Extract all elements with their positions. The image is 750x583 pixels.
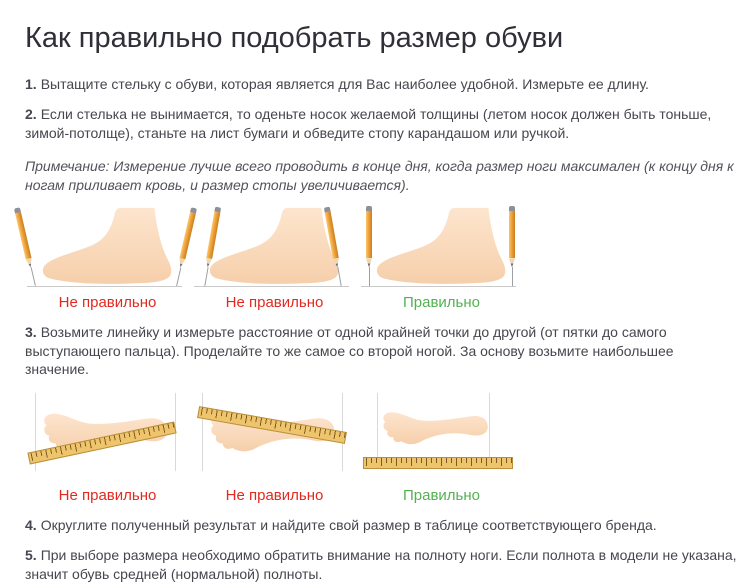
step-text: Если стелька не вынимается, то оденьте носок желаемой толщины (летом носок должен быть тоньше, зимой-потолще), станьте на лист бумаги и обведите стопу карандашом или ручкой. xyxy=(25,106,712,141)
pencil-icon xyxy=(366,206,372,286)
figure-caption: Не правильно xyxy=(58,486,157,504)
foot-side-illustration xyxy=(371,206,511,286)
figure-ruler-wrong-1 xyxy=(25,391,190,504)
figure-ruler-wrong-2 xyxy=(192,391,357,504)
footprint-illustration xyxy=(379,401,491,451)
foot-side-illustration xyxy=(204,206,344,286)
baseline xyxy=(194,286,349,287)
step-text: Округлите полученный результат и найдите свой размер в таблице соответствующего бренда. xyxy=(40,516,657,533)
step-number: 1. xyxy=(25,76,37,92)
baseline xyxy=(27,286,182,287)
figure-ruler-right xyxy=(359,391,524,504)
page-title: Как правильно подобрать размер обуви xyxy=(25,22,564,54)
figure-caption: Правильно xyxy=(402,294,480,312)
foot-side-illustration xyxy=(37,206,177,286)
figure-pencil-right xyxy=(359,204,524,311)
step-number: 3. xyxy=(25,324,37,341)
figure-caption: Правильно xyxy=(402,486,480,504)
figure-row-ruler xyxy=(25,391,738,504)
step-paragraph-4 xyxy=(25,516,738,534)
pencil-icon xyxy=(509,206,515,286)
step-paragraph-3 xyxy=(25,323,738,378)
step-text: Вытащите стельку с обуви, которая является для Вас наиболее удобной. Измерьте ее длину. xyxy=(40,76,649,92)
step-number: 4. xyxy=(25,516,37,533)
step-paragraph-2 xyxy=(25,105,738,142)
step-paragraph-5 xyxy=(25,546,738,583)
step-text: Возьмите линейку и измерьте расстояние от одной крайней точки до другой (от пятки до самого выступающего пальца). Проделайте то же самое со второй ногой. За основу возьмите наибольшее значение. xyxy=(25,324,674,378)
step-text: При выборе размера необходимо обратить внимание на полноту ноги. Если полнота в модели не указана, значит обувь средней (нормальной) полноты. xyxy=(25,547,737,582)
step-number: 5. xyxy=(25,547,37,564)
figure-caption: Не правильно xyxy=(58,294,157,312)
step-number: 2. xyxy=(25,106,37,123)
figure-caption: Не правильно xyxy=(225,486,324,504)
figure-row-pencil xyxy=(25,204,738,311)
guide-line xyxy=(202,393,203,471)
figure-pencil-wrong-2 xyxy=(192,204,357,311)
figure-caption: Не правильно xyxy=(225,294,324,312)
baseline xyxy=(361,286,516,287)
note-paragraph: Примечание: Измерение лучше всего проводить в конце дня, когда размер ноги максимален (к концу дня к ногам приливает кровь, и размер стопы увеличивается). xyxy=(25,158,734,193)
step-paragraph-1 xyxy=(25,75,738,93)
ruler-icon xyxy=(363,457,513,469)
figure-pencil-wrong-1 xyxy=(25,204,190,311)
pencil-icon xyxy=(14,208,38,287)
